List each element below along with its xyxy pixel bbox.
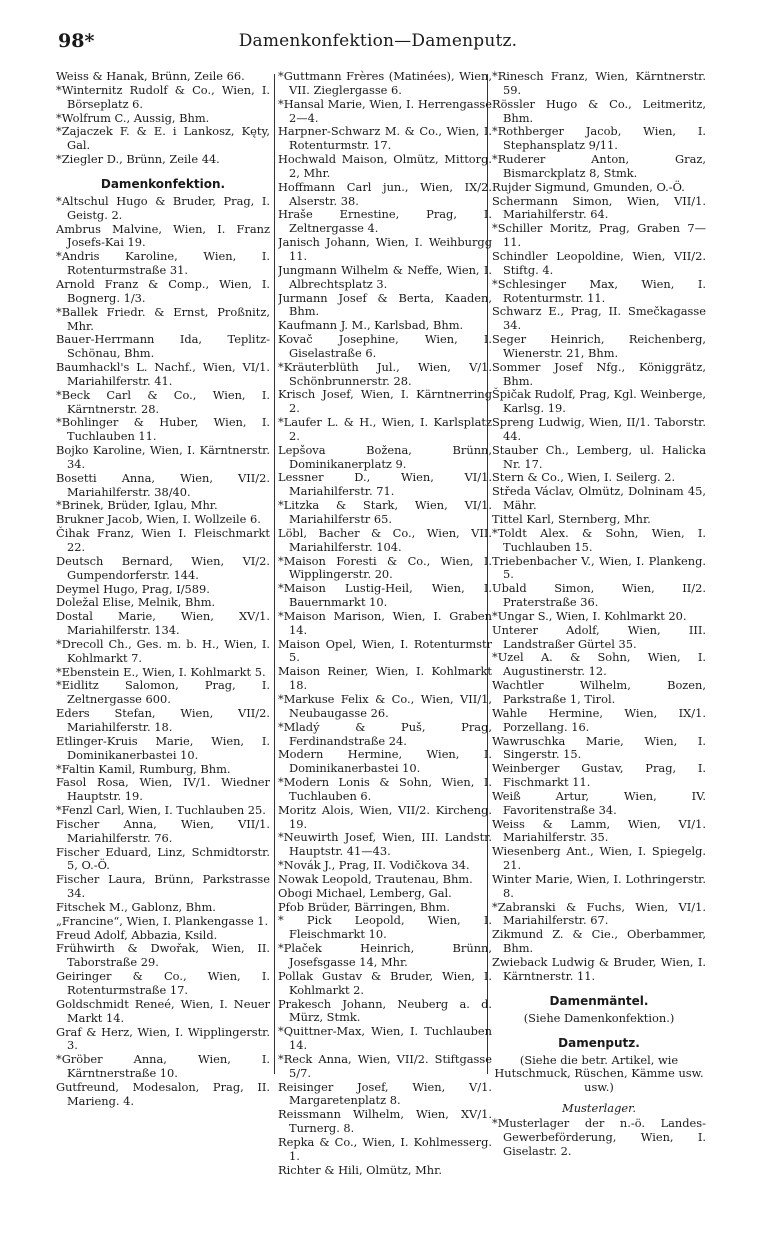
directory-entry: Gutfreund, Modesalon, Prag, II. Marieng. 4.	[56, 1079, 270, 1108]
section-title: Damenkonfektion.	[100, 176, 226, 191]
directory-entry: Špičak Rudolf, Prag, Kgl. Weinberge, Karlsg. 19.	[492, 387, 706, 416]
directory-entry: *Bohlinger & Huber, Wien, I. Tuchlauben 11.	[56, 415, 270, 444]
directory-entry: Seger Heinrich, Reichenberg, Wienerstr. 21, Bhm.	[492, 332, 706, 360]
directory-entry: Obogi Michael, Lemberg, Gal.	[278, 885, 452, 900]
directory-entry: Schermann Simon, Wien, VII/1. Mariahilferstr. 64.	[492, 193, 706, 222]
directory-entry: *Hansal Marie, Wien, I. Herrengasse 2—4.	[278, 96, 492, 125]
directory-entry: Weiss & Hanak, Brünn, Zeile 66.	[56, 70, 245, 83]
directory-entry: Středa Václav, Olmütz, Dolninam 45, Mähr.	[492, 484, 706, 513]
entry-list	[56, 195, 270, 1109]
directory-entry: *Beck Carl & Co., Wien, I. Kärntnerstr. 28.	[56, 387, 270, 416]
directory-entry: Bosetti Anna, Wien, VII/2. Mariahilferstr. 38/40.	[56, 470, 270, 499]
directory-entry: Baumhackl's L. Nachf., Wien, VI/1. Mariahilferstr. 41.	[56, 360, 270, 388]
directory-entry: *Drecoll Ch., Ges. m. b. H., Wien, I. Kohlmarkt 7.	[56, 636, 270, 665]
directory-entry: Čihak Franz, Wien I. Fleischmarkt 22.	[56, 526, 270, 554]
directory-entry: *Novák J., Prag, II. Vodičkova 34.	[278, 858, 470, 873]
directory-entry: *Reck Anna, Wien, VII/2. Stiftgasse 5/7.	[278, 1051, 492, 1080]
directory-entry: Jungmann Wilhelm & Neffe, Wien, I. Albrechtsplatz 3.	[278, 262, 492, 291]
columns	[56, 70, 704, 1220]
directory-entry: Hraše Ernestine, Prag, I. Zeltnergasse 4.	[278, 207, 492, 236]
directory-entry: *Ballek Friedr. & Ernst, Proßnitz, Mhr.	[56, 304, 270, 333]
section-title: Damenmäntel.	[549, 993, 649, 1008]
directory-entry: *Uzel A. & Sohn, Wien, I. Augustinerstr. 12.	[492, 650, 706, 679]
directory-entry: Pollak Gustav & Bruder, Wien, I. Kohlmarkt 2.	[278, 968, 492, 997]
directory-entry: *Laufer L. & H., Wien, I. Karlsplatz 2.	[278, 415, 492, 443]
directory-entry: Sommer Josef Nfg., Königgrätz, Bhm.	[492, 359, 706, 388]
directory-entry: Fitschek M., Gablonz, Bhm.	[56, 899, 216, 914]
directory-entry: Pfob Brüder, Bärringen, Bhm.	[278, 899, 451, 914]
directory-entry: Fischer Anna, Wien, VII/1. Mariahilferstr. 76.	[56, 816, 270, 845]
directory-entry: *Ebenstein E., Wien, I. Kohlmarkt 5.	[56, 664, 266, 679]
directory-entry: Weiß Artur, Wien, IV. Favoritenstraße 34.	[492, 788, 706, 817]
directory-entry: *Zajaczek F. & E. i Lankosz, Kęty, Gal.	[56, 124, 270, 153]
directory-entry: Lessner D., Wien, VI/1. Mariahilferstr. 71.	[278, 470, 492, 499]
directory-entry: Schwarz E., Prag, II. Smečkagasse 34.	[492, 304, 706, 333]
directory-entry: Prakesch Johann, Neuberg a. d. Mürz, Stmk.	[278, 996, 492, 1025]
page-header	[58, 30, 698, 58]
column-3	[492, 70, 706, 1220]
directory-entry: Weiss & Lamm, Wien, VI/1. Mariahilferstr. 35.	[492, 816, 706, 845]
directory-entry: *Altschul Hugo & Bruder, Prag, I. Geistg. 2.	[56, 193, 270, 222]
directory-entry: *Winternitz Rudolf & Co., Wien, I. Börseplatz 6.	[56, 82, 270, 111]
directory-entry: *Schlesinger Max, Wien, I. Rotenturmstr. 11.	[492, 276, 706, 305]
directory-entry: Kovač Josephine, Wien, I. Giselastraße 6.	[278, 332, 492, 360]
directory-entry: *Ungar S., Wien, I. Kohlmarkt 20.	[492, 608, 687, 623]
directory-entry: Jurmann Josef & Berta, Kaaden, Bhm.	[278, 290, 492, 319]
directory-entry: Frühwirth & Dwořak, Wien, II. Taborstraße 29.	[56, 941, 270, 970]
directory-entry: *Fenzl Carl, Wien, I. Tuchlauben 25.	[56, 803, 266, 818]
directory-entry: Stern & Co., Wien, I. Seilerg. 2.	[492, 470, 676, 485]
directory-entry: *Maison Foresti & Co., Wien, I. Wipplingerstr. 20.	[278, 553, 492, 582]
page-number: 98*	[58, 30, 95, 52]
directory-entry: Deutsch Bernard, Wien, VI/2. Gumpendorferstr. 144.	[56, 553, 270, 582]
directory-entry: *Ruderer Anton, Graz, Bismarckplatz 8, Stmk.	[492, 152, 706, 180]
directory-entry: Doležal Elise, Melnik, Bhm.	[56, 595, 216, 610]
directory-entry: Etlinger-Kruis Marie, Wien, I. Dominikanerbastei 10.	[56, 733, 270, 762]
directory-entry: „Francine“, Wien, I. Plankengasse 1.	[56, 913, 269, 928]
directory-entry: Freud Adolf, Abbazia, Ksild.	[56, 927, 218, 942]
directory-entry: Geiringer & Co., Wien, I. Rotenturmstraße 17.	[56, 969, 270, 997]
directory-entry: Zwieback Ludwig & Bruder, Wien, I. Kärntnerstr. 11.	[492, 955, 706, 983]
directory-entry: *Ziegler D., Brünn, Zeile 44.	[56, 152, 220, 167]
directory-entry: Spreng Ludwig, Wien, II/1. Taborstr. 44.	[492, 415, 706, 443]
directory-entry: Arnold Franz & Comp., Wien, I. Bognerg. 1/3.	[56, 276, 270, 305]
directory-entry: *Schiller Moritz, Prag, Graben 7—11.	[492, 221, 706, 250]
directory-entry: Graf & Herz, Wien, I. Wipplingerstr. 3.	[56, 1024, 270, 1053]
entry-list	[492, 70, 706, 984]
directory-entry: Tittel Karl, Sternberg, Mhr.	[492, 512, 651, 526]
directory-entry: Moritz Alois, Wien, VII/2. Kircheng. 19.	[278, 802, 492, 831]
directory-entry: Bojko Karoline, Wien, I. Kärntnerstr. 34.	[56, 443, 270, 471]
directory-entry: *Gröber Anna, Wien, I. Kärntnerstraße 10.	[56, 1052, 270, 1081]
entry-list	[492, 1117, 706, 1159]
directory-entry: Kaufmann J. M., Karlsbad, Bhm.	[278, 318, 464, 333]
directory-entry: Maison Opel, Wien, I. Rotenturmstr 5.	[278, 636, 492, 665]
directory-entry: Wachtler Wilhelm, Bozen, Parkstraße 1, Tirol.	[492, 678, 706, 706]
directory-entry: *Rinesch Franz, Wien, Kärntnerstr. 59.	[492, 70, 706, 97]
directory-entry: *Zabranski & Fuchs, Wien, VI/1. Mariahilferstr. 67.	[492, 899, 706, 928]
directory-entry: Wahle Hermine, Wien, IX/1. Porzellang. 16.	[492, 705, 706, 734]
directory-entry: *Mladý & Puš, Prag, Ferdinandstraße 24.	[278, 719, 492, 748]
directory-entry: *Neuwirth Josef, Wien, III. Landstr. Hauptstr. 41—43.	[278, 830, 492, 859]
directory-entry: Janisch Johann, Wien, I. Weihburgg 11.	[278, 235, 492, 263]
column-1	[56, 70, 270, 1220]
directory-entry: Deymel Hugo, Prag, I/589.	[56, 581, 210, 596]
directory-entry: *Wolfrum C., Aussig, Bhm.	[56, 110, 210, 125]
directory-entry: Reissmann Wilhelm, Wien, XV/1. Turnerg. 8.	[278, 1107, 492, 1136]
directory-entry: Unterer Adolf, Wien, III. Landstraßer Gürtel 35.	[492, 622, 706, 651]
directory-entry: *Toldt Alex. & Sohn, Wien, I. Tuchlauben 15.	[492, 525, 706, 554]
directory-entry: Reisinger Josef, Wien, V/1. Margaretenplatz 8.	[278, 1079, 492, 1108]
directory-entry: *Plaček Heinrich, Brünn, Josefsgasse 14, Mhr.	[278, 941, 492, 969]
directory-entry: *Andris Karoline, Wien, I. Rotenturmstraße 31.	[56, 249, 270, 278]
directory-entry: *Litzka & Stark, Wien, VI/1. Mariahilferstr 65.	[278, 498, 492, 526]
directory-entry: Harpner-Schwarz M. & Co., Wien, I. Rotenturmstr. 17.	[278, 124, 492, 153]
directory-entry: Lepšova Božena, Brünn, Dominikanerplatz 9.	[278, 442, 492, 471]
directory-entry: Wiesenberg Ant., Wien, I. Spiegelg. 21.	[492, 844, 706, 873]
directory-entry: Modern Hermine, Wien, I. Dominikanerbastei 10.	[278, 747, 492, 776]
directory-entry: Fischer Laura, Brünn, Parkstrasse 34.	[56, 872, 270, 901]
directory-entry: Richter & Hili, Olmütz, Mhr.	[278, 1162, 442, 1177]
directory-entry: Fischer Eduard, Linz, Schmidtorstr. 5, O.-Ö.	[56, 844, 270, 873]
directory-entry: Winter Marie, Wien, I. Lothringerstr. 8.	[492, 871, 706, 900]
directory-entry: Zikmund Z. & Cie., Oberbammer, Bhm.	[492, 927, 706, 956]
directory-entry: *Maison Lustig-Heil, Wien, I. Bauernmarkt 10.	[278, 581, 492, 610]
directory-entry: Ambrus Malvine, Wien, I. Franz Josefs-Kai 19.	[56, 221, 270, 250]
directory-entry: Nowak Leopold, Trautenau, Bhm.	[278, 871, 473, 886]
section-title: Musterlager.	[562, 1101, 636, 1116]
directory-entry: Stauber Ch., Lemberg, ul. Halicka Nr. 17.	[492, 442, 706, 471]
column-rule	[274, 74, 275, 1074]
directory-entry: Rössler Hugo & Co., Leitmeritz, Bhm.	[492, 96, 706, 125]
directory-entry: *Markuse Felix & Co., Wien, VII/1, Neubaugasse 26.	[278, 691, 492, 720]
directory-entry: Fasol Rosa, Wien, IV/1. Wiedner Hauptstr. 19.	[56, 775, 270, 804]
directory-entry: Maison Reiner, Wien, I. Kohlmarkt 18.	[278, 664, 492, 693]
directory-entry: Eders Stefan, Wien, VII/2. Mariahilferstr. 18.	[56, 706, 270, 734]
section-title: Damenputz.	[558, 1035, 640, 1050]
directory-entry: Brukner Jacob, Wien, I. Wollzeile 6.	[56, 512, 261, 527]
directory-entry: Ubald Simon, Wien, II/2. Praterstraße 36.	[492, 581, 706, 610]
directory-entry: *Modern Lonis & Sohn, Wien, I. Tuchlauben 6.	[278, 775, 492, 803]
directory-entry: *Guttmann Frères (Matinées), Wien, VII. Zieglergasse 6.	[278, 70, 492, 97]
directory-entry: Triebenbacher V., Wien, I. Plankeng. 5.	[492, 553, 706, 582]
column-2	[278, 70, 492, 1220]
directory-entry: *Rothberger Jacob, Wien, I. Stephansplatz 9/11.	[492, 124, 706, 153]
directory-entry: *Faltin Kamil, Rumburg, Bhm.	[56, 761, 231, 776]
directory-entry: Schindler Leopoldine, Wien, VII/2. Stiftg. 4.	[492, 248, 706, 277]
directory-entry: *Quittner-Max, Wien, I. Tuchlauben 14.	[278, 1024, 492, 1053]
directory-entry: *Musterlager der n.-ö. Landes-Gewerbeförderung, Wien, I. Giselastr. 2.	[492, 1116, 706, 1158]
directory-entry: *Maison Marison, Wien, I. Graben 14.	[278, 608, 492, 637]
directory-entry: Löbl, Bacher & Co., Wien, VII. Mariahilferstr. 104.	[278, 525, 492, 554]
directory-entry: Goldschmidt Reneé, Wien, I. Neuer Markt 14.	[56, 996, 270, 1025]
directory-entry: Krisch Josef, Wien, I. Kärntnerring 2.	[278, 387, 492, 416]
directory-entry: *Kräuterblüth Jul., Wien, V/1. Schönbrunnerstr. 28.	[278, 359, 492, 388]
directory-entry: Repka & Co., Wien, I. Kohlmesserg. 1.	[278, 1134, 492, 1163]
section-note: (Siehe Damenkonfektion.)	[523, 1010, 675, 1025]
entry-list	[56, 70, 270, 167]
directory-entry: *Eidlitz Salomon, Prag, I. Zeltnergasse 600.	[56, 678, 270, 707]
directory-entry: Rujder Sigmund, Gmunden, O.-Ö.	[492, 179, 685, 194]
section-note: (Siehe die betr. Artikel, wie Hutschmuck, Rüschen, Kämme usw. usw.)	[494, 1052, 704, 1095]
directory-entry: Hoffmann Carl jun., Wien, IX/2. Alserstr. 38.	[278, 179, 492, 208]
running-head: Damenkonfektion—Damenputz.	[238, 31, 518, 51]
directory-entry: Dostal Marie, Wien, XV/1. Mariahilferstr. 134.	[56, 609, 270, 638]
directory-entry: * Pick Leopold, Wien, I. Fleischmarkt 10.	[278, 913, 492, 942]
directory-entry: Hochwald Maison, Olmütz, Mittorg. 2, Mhr.	[278, 152, 492, 180]
directory-entry: Weinberger Gustav, Prag, I. Fischmarkt 11.	[492, 761, 706, 790]
directory-entry: *Brinek, Brüder, Iglau, Mhr.	[56, 498, 218, 513]
entry-list	[278, 70, 492, 1178]
directory-entry: Wawruschka Marie, Wien, I. Singerstr. 15.	[492, 733, 706, 762]
directory-entry: Bauer-Herrmann Ida, Teplitz-Schönau, Bhm.	[56, 332, 270, 361]
